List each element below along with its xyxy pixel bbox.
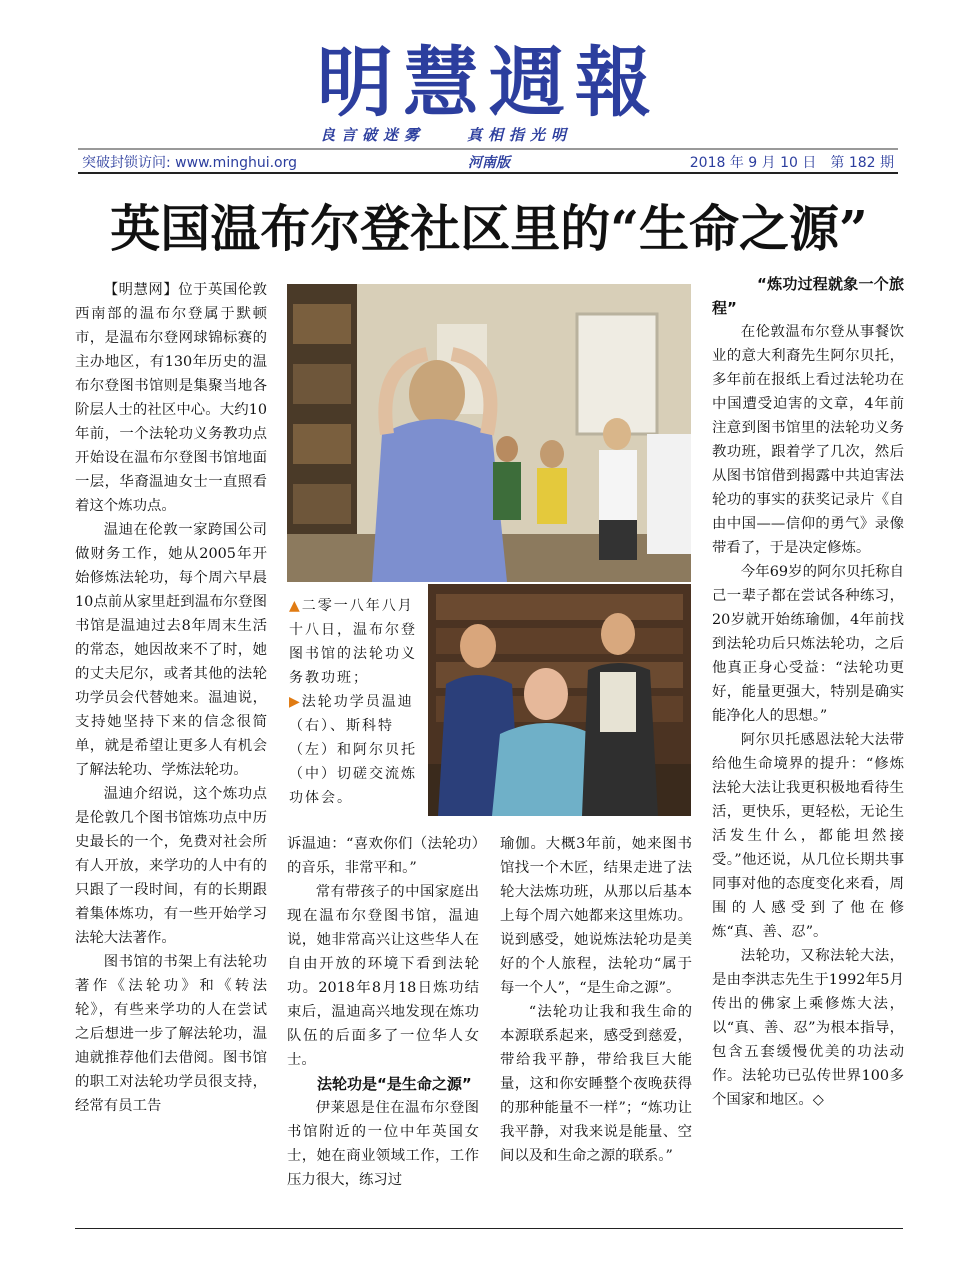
paragraph: 温迪在伦敦一家跨国公司做财务工作，她从2005年开始修炼法轮功，每个周六早晨10点前从家里赶到温布尔登图书馆是温迪过去8年周末生活的常态，她因故来不了时，她的丈夫尼尔，或者其他的法轮功学员会代替她来。温迪说，支持她坚持下来的信念很简单，就是希望让更多人有机会了解法轮功、学炼法轮功。	[75, 522, 267, 778]
paragraph: 瑜伽。大概3年前，她来图书馆找一个木匠，结果走进了法轮大法炼功班，从那以后基本上每个周六她都来这里炼功。说到感受，她说炼法轮功是美好的个人旅程，法轮功“属于每一个人”，“是生命之源”。	[500, 836, 692, 996]
masthead-slogan: 良言破迷雾 真相指光明	[320, 126, 573, 144]
article-column-3	[500, 832, 692, 1220]
paragraph: 【明慧网】位于英国伦敦西南部的温布尔登属于默顿市，是温布尔登网球锦标赛的主办地区，有130年历史的温布尔登图书馆则是集聚当地各阶层人士的社区中心。大约10年前，一个法轮功义务教功点开始设在温布尔登图书馆地面一层，华裔温迪女士一直照看着这个炼功点。	[75, 282, 267, 514]
paragraph: 在伦敦温布尔登从事餐饮业的意大利裔先生阿尔贝托，多年前在报纸上看过法轮功在中国遭受迫害的文章，4年前注意到图书馆里的法轮功义务教功班，跟着学了几次，然后从图书馆借到揭露中共迫害法轮功的事实的获奖记录片《自由中国——信仰的勇气》录像带看了，于是决定修炼。	[712, 324, 904, 556]
issue-date: 2018 年 9 月 10 日 第 182 期	[689, 155, 894, 171]
caption-part-2: 法轮功学员温迪（右）、斯科特（左）和阿尔贝托（中）切磋交流炼功体会。	[289, 694, 417, 806]
info-bar	[78, 148, 898, 174]
paragraph: 常有带孩子的中国家庭出现在温布尔登图书馆，温迪说，她非常高兴让这些华人在自由开放的环境下看到法轮功。2018年8月18日炼功结束后，温迪高兴地发现在炼功队伍的后面多了一位华人女士。	[287, 884, 479, 1068]
subheading: 法轮功是“是生命之源”	[317, 1075, 472, 1093]
paragraph: “法轮功让我和我生命的本源联系起来，感受到慈爱，带给我平静，带给我巨大能量，这和你安睡整个夜晚获得的那种能量不一样”；“炼功让我平静，对我来说是能量、空间以及和生命之源的联系。”	[500, 1004, 692, 1164]
caption-part-1: 二零一八年八月十八日，温布尔登图书馆的法轮功义务教功班；	[289, 598, 417, 686]
photo-practitioners	[428, 584, 691, 816]
headline: 英国温布尔登社区里的“生命之源”	[110, 199, 868, 258]
paragraph: 伊莱恩是住在温布尔登图书馆附近的一位中年英国女士，她在商业领域工作，工作压力很大，练习过	[287, 1100, 479, 1188]
paragraph: 法轮功，又称法轮大法，是由李洪志先生于1992年5月传出的佛家上乘修炼大法，以“真、善、忍”为根本指导，包含五套缓慢优美的功法动作。法轮功已弘传世界100多个国家和地区。◇	[712, 948, 904, 1108]
paragraph: 今年69岁的阿尔贝托称自己一辈子都在尝试各种练习，20岁就开始练瑜伽，4年前找到法轮功后只炼法轮功，之后他真正身心受益：“法轮功更好，能量更强大，特别是确实能净化人的思想。”	[712, 564, 904, 724]
article-column-4	[712, 272, 904, 1220]
subheading: “炼功过程就象一个旅程”	[712, 275, 904, 317]
paragraph: 诉温迪：“喜欢你们（法轮功）的音乐，非常平和。”	[287, 836, 479, 876]
photo-caption	[289, 594, 421, 810]
masthead-title: 明慧週報	[317, 38, 661, 127]
paragraph: 温迪介绍说，这个炼功点是伦敦几个图书馆炼功点中历史最长的一个，免费对社会所有人开放，来学功的人中有的只跟了一段时间，有的长期跟着集体炼功，有一些开始学习法轮大法著作。	[75, 786, 267, 946]
article-column-2	[287, 832, 479, 1220]
photo-group-exercise	[287, 284, 691, 582]
site-url[interactable]: 突破封锁访问: www.minghui.org	[82, 155, 298, 171]
triangle-right-icon: ▶	[289, 694, 302, 710]
article-column-1	[75, 278, 267, 1218]
paragraph: 阿尔贝托感恩法轮大法带给他生命境界的提升：“修炼法轮大法让我更积极地看待生活，更快乐，更轻松，无论生活发生什么，都能坦然接受。”他还说，从几位长期共事同事对他的态度变化来看，周围的人感受到了他在修炼“真、善、忍”。	[712, 732, 904, 940]
footer-rule	[75, 1228, 903, 1229]
paragraph: 图书馆的书架上有法轮功著作《法轮功》和《转法轮》，有些来学功的人在尝试之后想进一步了解法轮功，温迪就推荐他们去借阅。图书馆的职工对法轮功学员很支持，经常有员工告	[75, 954, 267, 1114]
edition-label: 河南版	[468, 155, 510, 171]
triangle-up-icon: ▲	[289, 598, 302, 614]
